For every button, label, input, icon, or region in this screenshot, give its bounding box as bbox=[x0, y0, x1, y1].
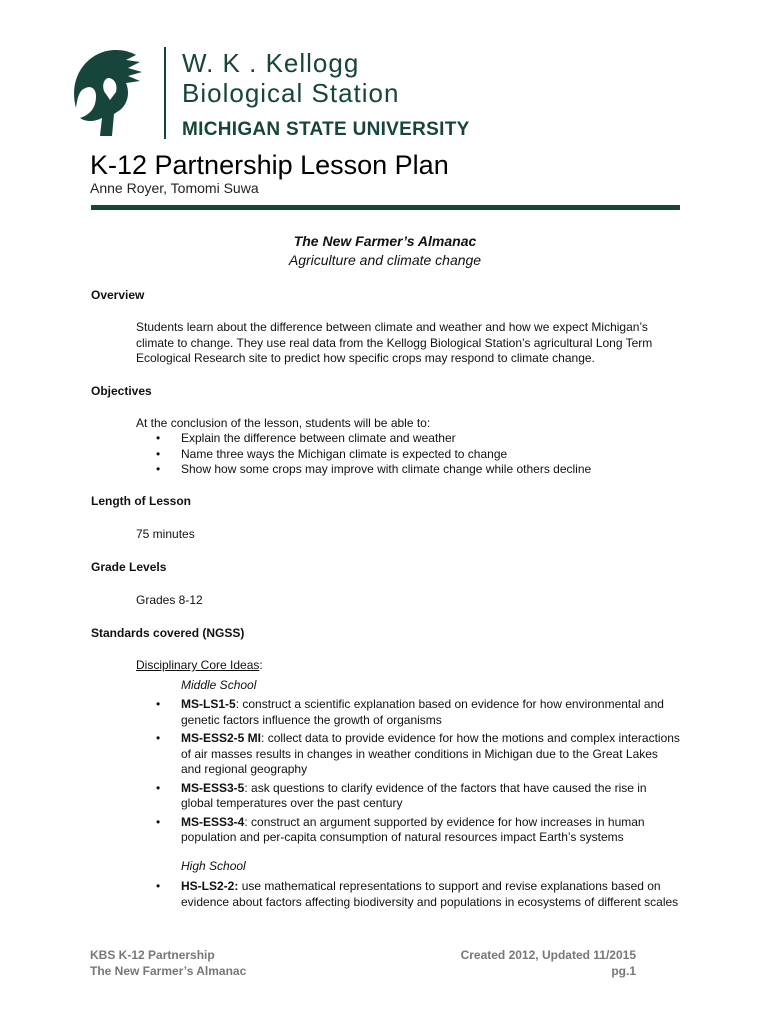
middle-school-label: Middle School bbox=[181, 678, 257, 692]
overview-heading: Overview bbox=[91, 288, 145, 302]
bullet-icon: • bbox=[156, 446, 161, 461]
grade-levels-heading: Grade Levels bbox=[91, 560, 167, 574]
objective-text: Show how some crops may improve with climate change while others decline bbox=[181, 462, 592, 476]
standard-separator: : bbox=[235, 697, 243, 711]
footer-dates: Created 2012, Updated 11/2015 bbox=[460, 948, 636, 962]
footer-program: KBS K-12 Partnership bbox=[90, 948, 215, 962]
list-item bbox=[156, 879, 681, 910]
standard-code: MS-ESS3-5 bbox=[181, 780, 245, 795]
standard-code: MS-LS1-5 bbox=[181, 697, 236, 711]
university-name: MICHIGAN STATE UNIVERSITY bbox=[182, 119, 470, 140]
standard-text: construct an argument supported by evidence for how increases in human population and per-capita consumption of natural resources impact Earth’s systems bbox=[181, 814, 645, 844]
length-value: 75 minutes bbox=[136, 527, 195, 541]
objective-text: Explain the difference between climate and weather bbox=[181, 431, 456, 445]
standard-separator: : bbox=[244, 780, 252, 795]
middle-school-standards bbox=[156, 697, 681, 849]
footer-lesson-name: The New Farmer’s Almanac bbox=[90, 963, 247, 978]
objectives-intro: At the conclusion of the lesson, students will be able to: bbox=[136, 416, 431, 430]
list-item bbox=[156, 697, 681, 728]
standards-heading: Standards covered (NGSS) bbox=[91, 626, 245, 640]
spartan-helmet-logo bbox=[68, 48, 146, 136]
footer-left bbox=[90, 948, 246, 979]
standard-code: HS-LS2-2: bbox=[181, 879, 239, 893]
bullet-icon: • bbox=[156, 462, 161, 476]
objectives-list bbox=[156, 431, 592, 478]
title-rule bbox=[91, 205, 680, 210]
bullet-icon: • bbox=[156, 731, 161, 745]
high-school-label: High School bbox=[181, 859, 246, 873]
org-name-line2: Biological Station bbox=[182, 78, 400, 108]
org-name-line1: W. K . Kellogg bbox=[182, 48, 360, 78]
standard-separator: : bbox=[261, 731, 268, 745]
page-number: pg.1 bbox=[611, 963, 636, 978]
dci-colon: : bbox=[259, 658, 263, 672]
standard-separator: : bbox=[244, 814, 252, 829]
lesson-subtitle: Agriculture and climate change bbox=[288, 252, 482, 268]
standard-text: use mathematical representations to support and revise explanations based on evidence about factors affecting biodiversity and populations in ecosystems of different scales bbox=[181, 879, 679, 909]
footer-right bbox=[380, 948, 636, 979]
standard-code: MS-ESS2-5 MI bbox=[181, 731, 262, 745]
standard-text: collect data to provide evidence for how the motions and complex interactions of air masses results in changes in weather conditions in Michigan due to the Great Lakes and regional geography bbox=[181, 731, 680, 776]
list-item bbox=[156, 814, 681, 846]
standard-text: construct a scientific explanation based on evidence for how environmental and genetic factors influence the growth of organisms bbox=[181, 697, 664, 727]
bullet-icon: • bbox=[156, 879, 161, 893]
document-title: K-12 Partnership Lesson Plan bbox=[90, 150, 449, 180]
list-item bbox=[156, 431, 591, 447]
list-item bbox=[156, 731, 681, 778]
list-item bbox=[156, 446, 591, 463]
lesson-title: The New Farmer’s Almanac bbox=[293, 233, 477, 249]
authors: Anne Royer, Tomomi Suwa bbox=[90, 180, 259, 196]
overview-text: Students learn about the difference between climate and weather and how we expect Michigan’s climate to change. They use real data from the Kellogg Biological Station’s agricultural Long Term Ecological Research site to predict how specific crops may respond to climate change. bbox=[136, 320, 653, 365]
bullet-icon: • bbox=[156, 431, 161, 445]
list-item bbox=[156, 780, 681, 812]
standard-text: ask questions to clarify evidence of the factors that have caused the rise in global temperatures over the past century bbox=[181, 780, 647, 810]
grade-levels-value: Grades 8-12 bbox=[136, 593, 203, 607]
bullet-icon: • bbox=[156, 697, 161, 711]
objectives-heading: Objectives bbox=[91, 384, 152, 398]
dci-label bbox=[136, 658, 263, 674]
dci-label-text: Disciplinary Core Ideas bbox=[136, 658, 260, 672]
logo-divider bbox=[164, 47, 166, 139]
list-item bbox=[156, 462, 592, 478]
standard-code: MS-ESS3-4 bbox=[181, 814, 245, 829]
bullet-icon: • bbox=[156, 780, 161, 795]
length-heading: Length of Lesson bbox=[91, 494, 191, 508]
high-school-standards bbox=[156, 879, 681, 910]
bullet-icon: • bbox=[156, 814, 161, 829]
objective-text: Name three ways the Michigan climate is expected to change bbox=[181, 446, 508, 461]
